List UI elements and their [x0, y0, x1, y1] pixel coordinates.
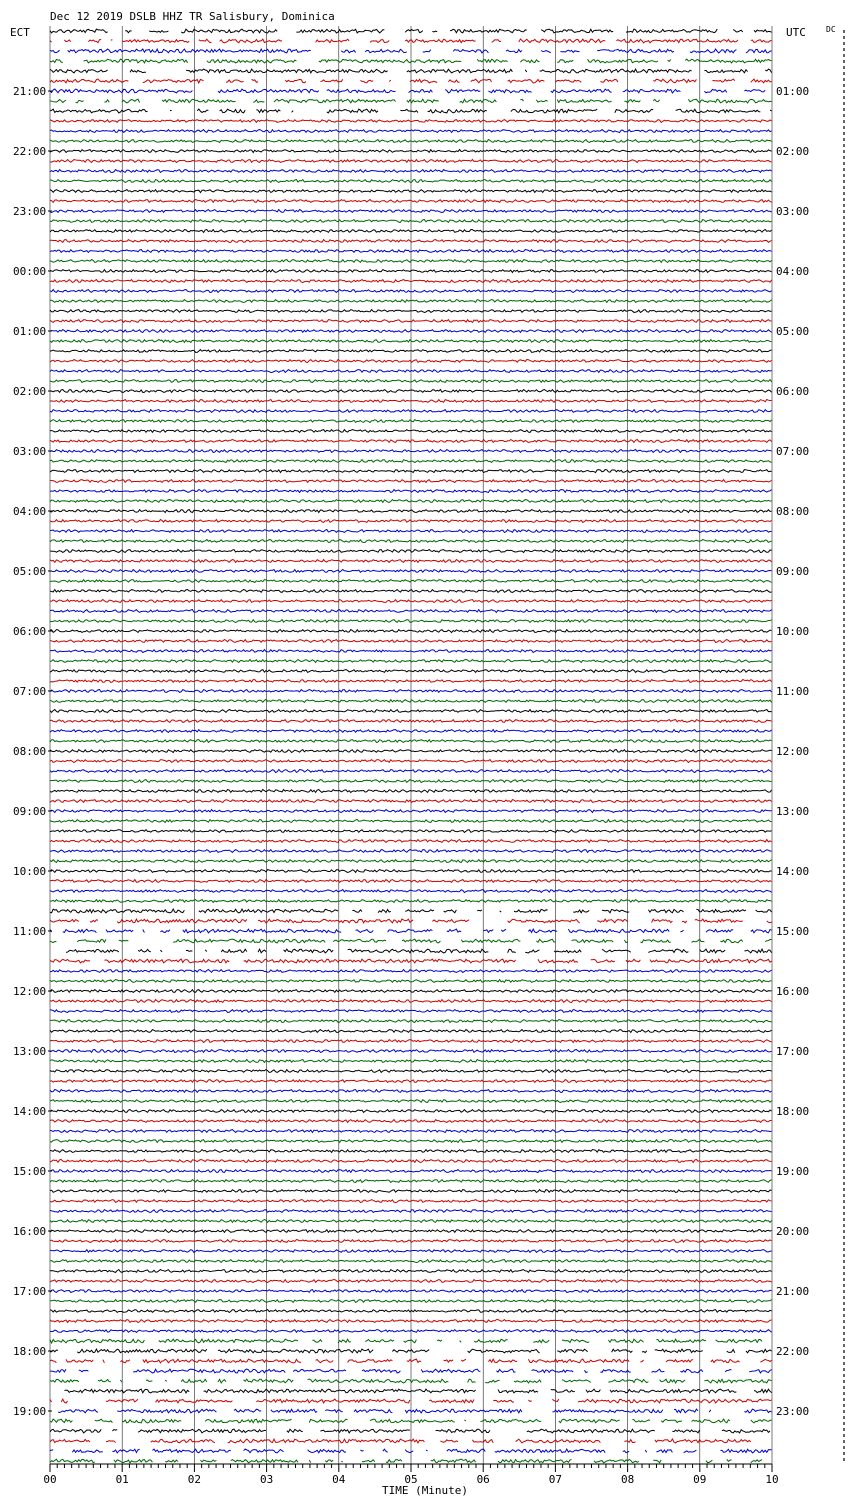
left-hour-label: 16:00	[13, 1225, 47, 1238]
left-hour-label: 15:00	[13, 1165, 47, 1178]
left-hour-label: 17:00	[13, 1285, 47, 1298]
right-hour-label: 15:00	[776, 925, 810, 938]
left-hour-label: 19:00	[13, 1405, 47, 1418]
right-hour-label: 12:00	[776, 745, 810, 758]
left-hour-label: 02:00	[13, 385, 47, 398]
x-tick-label: 04	[332, 1473, 346, 1486]
x-tick-label: 07	[548, 1473, 563, 1486]
left-hour-label: 12:00	[13, 985, 47, 998]
x-tick-label: 05	[404, 1473, 418, 1486]
right-hour-label: 18:00	[776, 1105, 810, 1118]
right-hour-label: 04:00	[776, 265, 810, 278]
right-hour-label: 19:00	[776, 1165, 810, 1178]
x-tick-label: 00	[43, 1473, 57, 1486]
left-hour-label: 06:00	[13, 625, 47, 638]
right-hour-label: 08:00	[776, 505, 810, 518]
left-hour-label: 21:00	[13, 85, 47, 98]
x-tick-label: 01	[115, 1473, 129, 1486]
chart-title: Dec 12 2019 DSLB HHZ TR Salisbury, Dominica	[50, 10, 335, 23]
right-timezone-label: UTC	[786, 26, 806, 39]
x-tick-label: 02	[187, 1473, 202, 1486]
left-hour-label: 10:00	[13, 865, 47, 878]
left-hour-label: 23:00	[13, 205, 47, 218]
left-hour-label: 05:00	[13, 565, 47, 578]
right-hour-label: 22:00	[776, 1345, 810, 1358]
left-hour-label: 01:00	[13, 325, 47, 338]
x-axis-label: TIME (Minute)	[381, 1484, 469, 1497]
left-hour-label: 07:00	[13, 685, 47, 698]
right-hour-label: 09:00	[776, 565, 810, 578]
x-tick-label: 08	[620, 1473, 635, 1486]
x-tick-label: 06	[476, 1473, 490, 1486]
right-hour-label: 17:00	[776, 1045, 810, 1058]
right-hour-label: 10:00	[776, 625, 810, 638]
right-hour-label: 14:00	[776, 865, 810, 878]
right-hour-label: 21:00	[776, 1285, 810, 1298]
left-hour-label: 04:00	[13, 505, 47, 518]
left-hour-label: 08:00	[13, 745, 47, 758]
left-hour-label: 11:00	[13, 925, 47, 938]
right-hour-label: 11:00	[776, 685, 810, 698]
dc-corner-label: DC	[826, 25, 836, 34]
left-hour-label: 03:00	[13, 445, 47, 458]
x-tick-label: 09	[693, 1473, 707, 1486]
left-hour-label: 00:00	[13, 265, 47, 278]
right-hour-label: 02:00	[776, 145, 810, 158]
x-tick-label: 10	[765, 1473, 779, 1486]
right-hour-label: 01:00	[776, 85, 810, 98]
right-hour-label: 05:00	[776, 325, 810, 338]
left-hour-label: 14:00	[13, 1105, 47, 1118]
right-hour-label: 20:00	[776, 1225, 810, 1238]
left-hour-label: 13:00	[13, 1045, 47, 1058]
right-hour-label: 23:00	[776, 1405, 810, 1418]
left-hour-label: 22:00	[13, 145, 47, 158]
x-tick-label: 03	[259, 1473, 274, 1486]
right-hour-label: 16:00	[776, 985, 810, 998]
left-hour-label: 18:00	[13, 1345, 47, 1358]
right-hour-label: 06:00	[776, 385, 810, 398]
left-hour-label: 09:00	[13, 805, 47, 818]
left-timezone-label: ECT	[10, 26, 30, 39]
right-hour-label: 07:00	[776, 445, 810, 458]
right-hour-label: 13:00	[776, 805, 810, 818]
right-hour-label: 03:00	[776, 205, 810, 218]
